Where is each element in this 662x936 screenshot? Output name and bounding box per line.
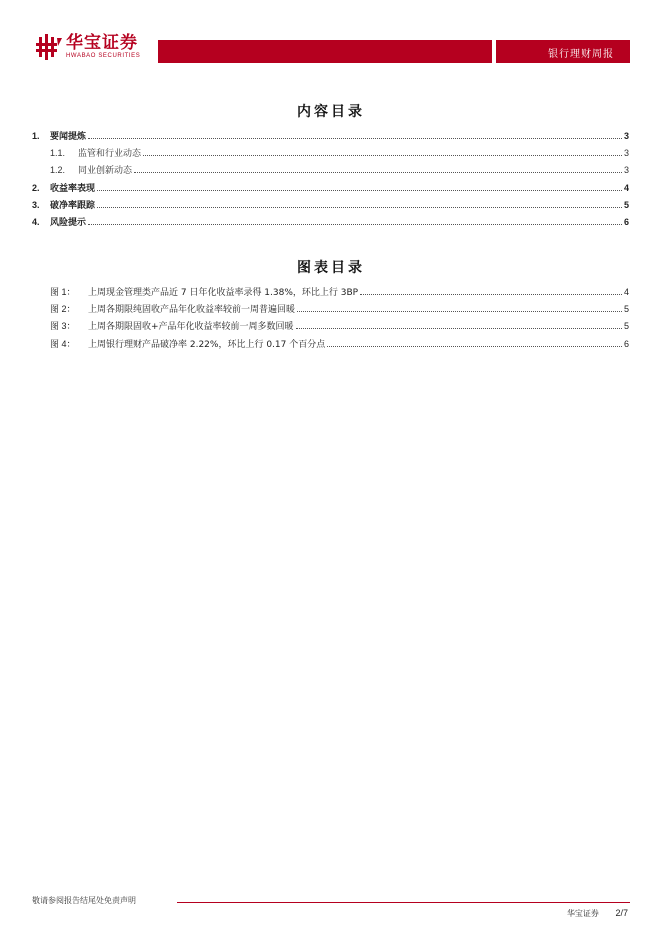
logo-text-cn: 华宝证券 xyxy=(66,33,138,53)
figure-number: 图 1： xyxy=(50,287,76,297)
toc-item-page: 4 xyxy=(623,183,629,193)
page-header xyxy=(0,0,662,70)
toc-leader-dots xyxy=(297,311,622,312)
toc-item-text: 风险提示 xyxy=(50,218,87,228)
toc-item-number: 2. xyxy=(32,183,40,193)
toc-item-page: 3 xyxy=(623,148,629,158)
toc-item[interactable] xyxy=(50,147,629,160)
figure-list-item[interactable] xyxy=(50,320,629,333)
figure-list-item[interactable] xyxy=(50,338,629,351)
figure-caption: 上周银行理财产品破净率 2.22%，环比上行 0.17 个百分点 xyxy=(88,340,326,350)
toc-item-number: 4. xyxy=(32,217,40,227)
hwabao-logo-icon xyxy=(36,34,62,60)
figure-number: 图 3： xyxy=(50,321,76,331)
footer-divider xyxy=(177,902,630,903)
footer-info xyxy=(567,908,628,919)
toc-leader-dots xyxy=(296,328,622,329)
figure-page: 6 xyxy=(623,339,629,349)
header-band-divider xyxy=(492,40,496,63)
toc-item-text: 破净率跟踪 xyxy=(50,201,96,211)
toc-item-text: 同业创新动态 xyxy=(78,166,133,176)
toc-leader-dots xyxy=(143,155,622,156)
toc-leader-dots xyxy=(88,138,622,139)
toc-item-number: 1.1. xyxy=(50,148,66,158)
toc-leader-dots xyxy=(97,207,622,208)
footer-disclaimer: 敬请参阅报告结尾处免责声明 xyxy=(32,896,136,905)
report-type-label: 银行理财周报 xyxy=(548,49,614,60)
toc-leader-dots xyxy=(88,224,622,225)
logo-text-en: HWABAO SECURITIES xyxy=(66,53,141,59)
page-indicator: 2/7 xyxy=(615,908,628,918)
toc-item[interactable] xyxy=(32,130,629,143)
figure-caption: 上周各期限纯固收产品年化收益率较前一周普遍回暖 xyxy=(88,305,296,315)
figure-number: 图 4： xyxy=(50,339,76,349)
toc-item-page: 6 xyxy=(623,217,629,227)
toc-leader-dots xyxy=(97,190,622,191)
toc-item-page: 5 xyxy=(623,200,629,210)
company-logo xyxy=(36,34,156,62)
toc-item-number: 3. xyxy=(32,200,40,210)
toc-item-number: 1. xyxy=(32,131,40,141)
toc-title: 内容目录 xyxy=(297,104,365,120)
toc-item-page: 3 xyxy=(623,131,629,141)
toc-item[interactable] xyxy=(50,164,629,177)
toc-item-text: 监管和行业动态 xyxy=(78,149,142,159)
toc-item-page: 3 xyxy=(623,165,629,175)
figure-page: 5 xyxy=(623,304,629,314)
figure-caption: 上周现金管理类产品近 7 日年化收益率录得 1.38%，环比上行 3BP xyxy=(88,288,359,298)
toc-leader-dots xyxy=(327,346,622,347)
toc-item-text: 要闻提炼 xyxy=(50,132,87,142)
figure-page: 5 xyxy=(623,321,629,331)
toc-item-number: 1.2. xyxy=(50,165,66,175)
toc-leader-dots xyxy=(360,294,622,295)
toc-leader-dots xyxy=(134,172,622,173)
figure-number: 图 2： xyxy=(50,304,76,314)
footer-company: 华宝证券 xyxy=(566,909,599,918)
toc-item[interactable] xyxy=(32,216,629,229)
figure-caption: 上周各期限固收+产品年化收益率较前一周多数回暖 xyxy=(88,322,294,332)
figures-title: 图表目录 xyxy=(297,260,365,276)
figure-list-item[interactable] xyxy=(50,286,629,299)
toc-item[interactable] xyxy=(32,182,629,195)
toc-item[interactable] xyxy=(32,199,629,212)
figure-list-item[interactable] xyxy=(50,303,629,316)
toc-item-text: 收益率表现 xyxy=(50,184,96,194)
figure-page: 4 xyxy=(623,287,629,297)
